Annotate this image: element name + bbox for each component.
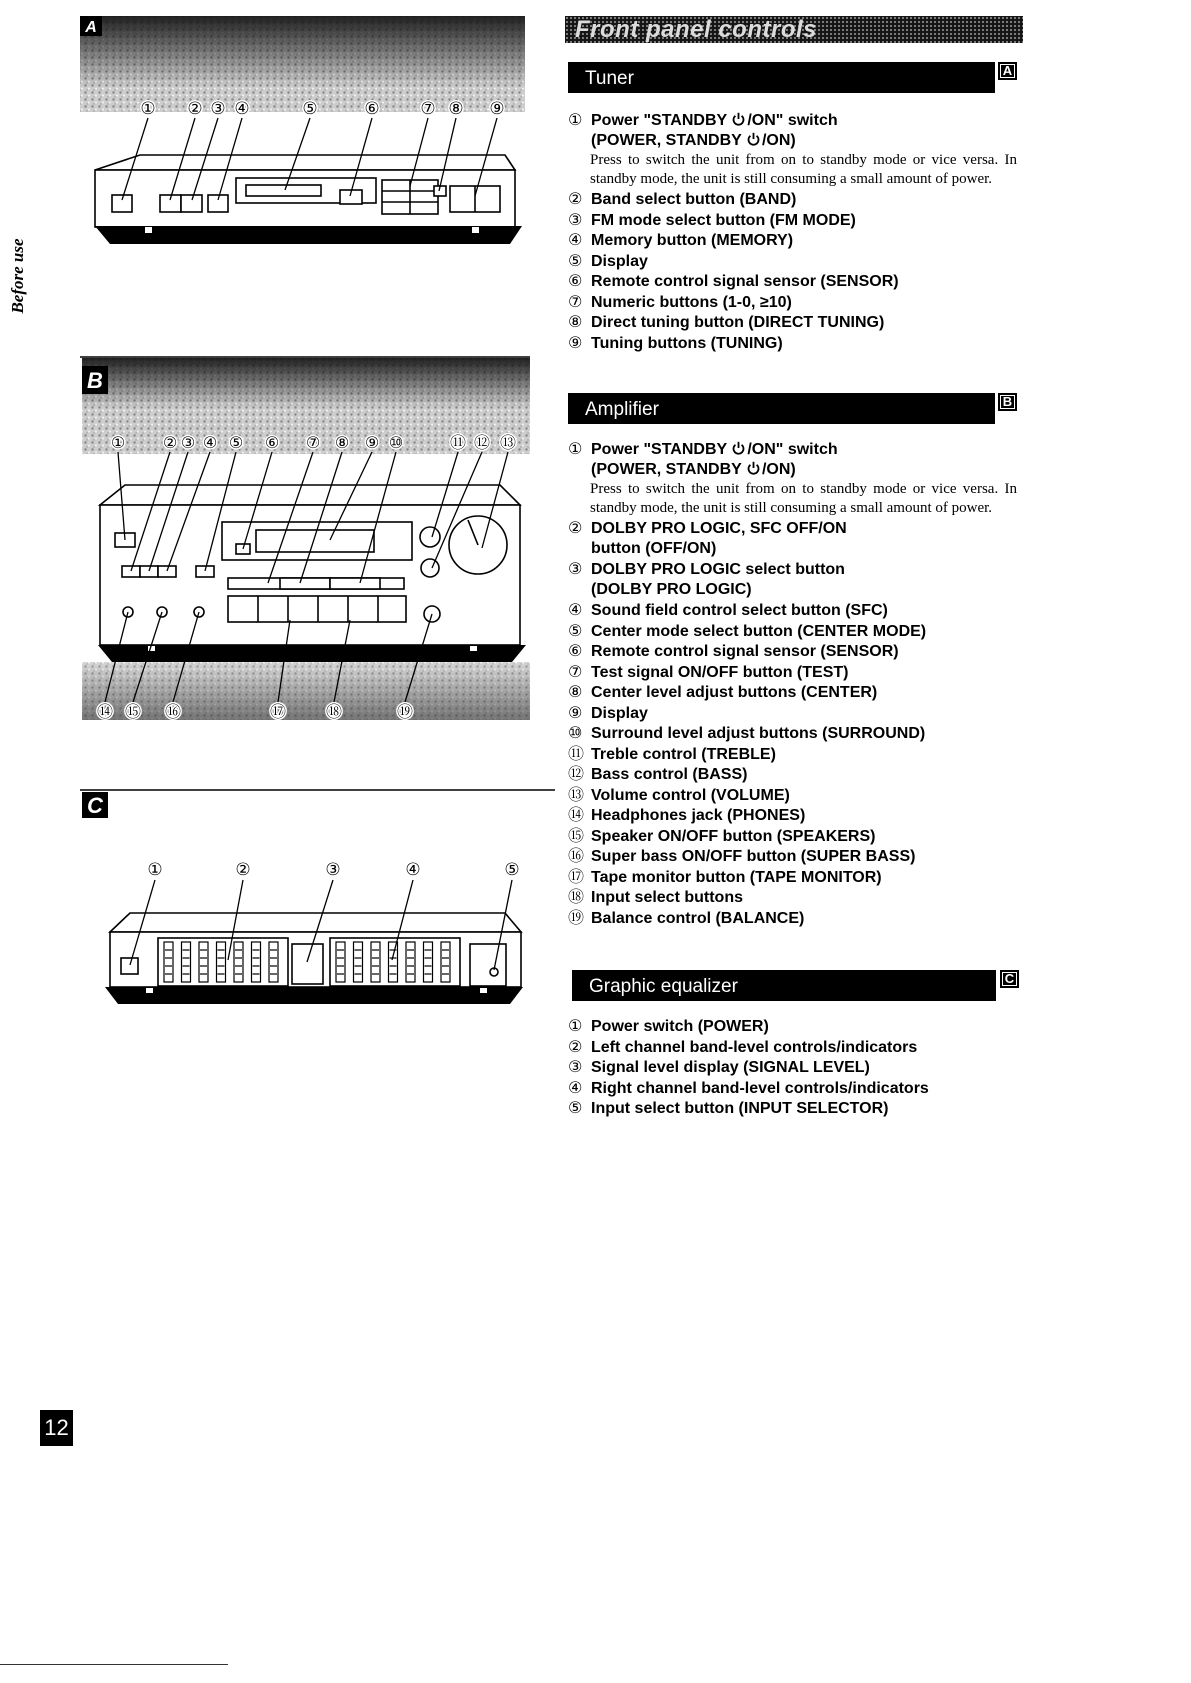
item-label-text: /ON" switch — [747, 441, 838, 458]
power-icon — [747, 132, 761, 146]
dolby-select-button — [140, 566, 158, 577]
list-item — [568, 518, 1020, 559]
eq-band-slider — [336, 942, 345, 982]
item-label: DOLBY PRO LOGIC select button — [591, 561, 845, 578]
callout-number: ⑱ — [325, 702, 343, 721]
list-item — [568, 1078, 1020, 1099]
eq-band-slider — [182, 942, 191, 982]
item-label: Power switch (POWER) — [591, 1018, 769, 1035]
item-label: Bass control (BASS) — [591, 766, 748, 783]
list-item — [568, 662, 1020, 683]
item-line — [568, 826, 1020, 847]
item-line — [568, 641, 1020, 662]
item-label: Remote control signal sensor (SENSOR) — [591, 273, 899, 290]
callout-number: ⑧ — [334, 433, 350, 452]
item-subline-text: /ON) — [761, 460, 796, 478]
tuner-controls-list — [568, 110, 1020, 353]
tuner-tag: A — [85, 19, 97, 36]
callout-number: ⑤ — [228, 433, 244, 452]
item-line — [568, 1078, 1020, 1099]
eq-band-slider — [252, 942, 261, 982]
list-item — [568, 292, 1020, 313]
callout-number: ④ — [405, 860, 421, 880]
side-tab: Before use — [8, 238, 27, 314]
list-item — [568, 1057, 1020, 1078]
page-title: Front panel controls — [565, 16, 1023, 43]
item-number: ① — [568, 439, 583, 458]
item-label: Signal level display (SIGNAL LEVEL) — [591, 1059, 870, 1076]
tuner-memory-button — [208, 195, 228, 212]
item-label: Center level adjust buttons (CENTER) — [591, 684, 878, 701]
list-item — [568, 559, 1020, 600]
callout-number: ⑨ — [364, 433, 380, 452]
amplifier-diagram — [80, 357, 530, 721]
item-number: ⑪ — [568, 743, 585, 763]
item-line — [568, 805, 1020, 826]
eq-band-slider — [217, 942, 226, 982]
section-heading-equalizer: Graphic equalizer — [572, 970, 996, 1001]
item-number: ③ — [568, 1057, 583, 1076]
item-label: Test signal ON/OFF button (TEST) — [591, 663, 849, 681]
list-item — [568, 723, 1020, 744]
callout-number: ① — [147, 860, 163, 880]
item-label: Speaker ON/OFF button (SPEAKERS) — [591, 827, 876, 845]
item-label: Volume control (VOLUME) — [591, 786, 790, 804]
list-item — [568, 846, 1020, 867]
item-number: ⑭ — [568, 805, 585, 824]
tuner-power-switch — [112, 195, 132, 212]
item-label-text: Power "STANDBY — [591, 112, 732, 129]
item-label: Surround level adjust buttons (SURROUND) — [591, 725, 926, 742]
eq-band-slider — [269, 942, 278, 982]
item-label — [591, 112, 838, 129]
item-label: Balance control (BALANCE) — [591, 909, 805, 927]
item-label: Super bass ON/OFF button (SUPER BASS) — [591, 848, 916, 865]
callout-number: ① — [110, 433, 126, 452]
item-number: ⑩ — [568, 723, 583, 742]
amplifier-top-face — [100, 485, 520, 505]
item-subline-text: (POWER, STANDBY — [591, 460, 746, 478]
amplifier-foot — [470, 646, 477, 651]
list-item — [568, 703, 1020, 724]
eq-band-slider — [406, 942, 415, 982]
item-number: ⑥ — [568, 641, 583, 660]
treble-knob — [420, 527, 440, 547]
equalizer-controls-list — [568, 1016, 1020, 1119]
list-item — [568, 312, 1020, 333]
item-number: ⑫ — [568, 764, 585, 783]
callout-number: ⑲ — [396, 702, 414, 721]
section-tag-equalizer: C — [1000, 970, 1019, 988]
item-number: ③ — [568, 209, 583, 229]
item-number: ④ — [568, 600, 583, 619]
section-heading-tuner: Tuner — [568, 62, 995, 93]
item-line — [568, 682, 1020, 703]
list-item — [568, 1016, 1020, 1037]
eq-band-slider — [199, 942, 208, 982]
tuner-diagram — [80, 16, 525, 244]
dolby-off-on-button — [122, 566, 140, 577]
item-subline — [568, 460, 1020, 481]
item-line — [568, 1037, 1020, 1058]
item-line — [568, 189, 1020, 210]
eq-band-slider — [389, 942, 398, 982]
item-line — [568, 621, 1020, 642]
item-number: ③ — [568, 559, 583, 578]
item-line — [568, 210, 1020, 231]
item-label: Display — [591, 704, 648, 722]
item-number: ② — [568, 1036, 583, 1056]
callout-number: ⑤ — [504, 860, 520, 880]
item-number: ⑤ — [568, 620, 583, 640]
list-item — [568, 908, 1020, 929]
item-label: Tuning buttons (TUNING) — [591, 334, 783, 352]
tuner-fm-mode-button — [181, 195, 202, 212]
item-label: Direct tuning button (DIRECT TUNING) — [591, 314, 885, 331]
item-number: ① — [568, 110, 583, 129]
power-icon — [747, 461, 761, 475]
item-line — [568, 251, 1020, 272]
item-line — [568, 846, 1020, 867]
item-line — [568, 1098, 1020, 1119]
equalizer-power-switch — [121, 958, 138, 974]
list-item — [568, 641, 1020, 662]
item-number: ⑮ — [568, 825, 585, 845]
tuner-base — [95, 226, 522, 244]
power-icon-glyph — [732, 441, 745, 455]
item-line — [568, 662, 1020, 683]
item-number: ⑧ — [568, 312, 583, 331]
item-label: Right channel band-level controls/indicators — [591, 1079, 929, 1097]
item-number: ⑰ — [568, 866, 585, 886]
item-line — [568, 744, 1020, 765]
item-label: Input select button (INPUT SELECTOR) — [591, 1100, 889, 1117]
item-number: ② — [568, 518, 583, 537]
list-item — [568, 251, 1020, 272]
item-line — [568, 785, 1020, 806]
item-label: Tape monitor button (TAPE MONITOR) — [591, 868, 882, 886]
item-description: Press to switch the unit from on to standby mode or vice versa. In standby mode, the unit is still consuming a small amount of power. — [590, 152, 1017, 187]
tuner-top-face — [95, 155, 515, 170]
bass-knob — [421, 559, 439, 577]
equalizer-diagram — [80, 790, 555, 1004]
item-line — [568, 887, 1020, 908]
item-number: ⑨ — [568, 332, 583, 352]
power-icon-glyph — [747, 132, 760, 146]
list-item — [568, 764, 1020, 785]
callout-number: ② — [235, 860, 251, 880]
callout-number: ④ — [202, 433, 218, 452]
power-icon — [732, 441, 746, 455]
eq-band-slider — [441, 942, 450, 982]
input-select-buttons — [228, 596, 406, 622]
callout-number: ⑥ — [264, 433, 280, 452]
eq-band-slider — [164, 942, 173, 982]
item-label: Display — [591, 252, 648, 270]
list-item — [568, 744, 1020, 765]
list-item — [568, 621, 1020, 642]
item-number: ⑯ — [568, 846, 585, 865]
callout-number: ⑤ — [302, 99, 318, 119]
item-line — [568, 764, 1020, 785]
eq-band-slider — [424, 942, 433, 982]
item-number: ② — [568, 189, 583, 208]
item-line — [568, 230, 1020, 251]
item-label — [591, 441, 838, 458]
item-label: Sound field control select button (SFC) — [591, 602, 888, 619]
item-continuation: button (OFF/ON) — [591, 539, 717, 557]
input-selector-button — [470, 944, 506, 986]
list-item — [568, 333, 1020, 354]
scan-shadow — [80, 16, 525, 88]
list-item — [568, 230, 1020, 251]
callout-number: ⑩ — [388, 433, 404, 452]
list-item — [568, 439, 1020, 518]
item-label: DOLBY PRO LOGIC, SFC OFF/ON — [591, 520, 847, 537]
callout-number: ③ — [325, 860, 341, 880]
scan-shadow — [82, 358, 530, 408]
item-subline — [568, 131, 1020, 152]
item-line — [568, 110, 1020, 131]
equalizer-foot — [480, 988, 487, 993]
item-label: Center mode select button (CENTER MODE) — [591, 622, 927, 640]
callout-number: ⑧ — [448, 99, 464, 119]
item-number: ⑤ — [568, 1098, 583, 1117]
power-icon-glyph — [732, 112, 745, 126]
item-number: ⑲ — [568, 907, 585, 927]
section-tag-amplifier: B — [998, 393, 1017, 411]
diagrams-panel — [0, 0, 560, 1010]
signal-level-display — [292, 944, 323, 984]
power-icon — [732, 112, 746, 126]
list-item — [568, 271, 1020, 292]
callout-number: ③ — [210, 99, 226, 119]
item-line — [568, 312, 1020, 333]
item-line — [568, 1057, 1020, 1078]
list-item — [568, 805, 1020, 826]
section-heading-amplifier: Amplifier — [568, 393, 995, 424]
item-number: ⑧ — [568, 682, 583, 701]
scan-shadow — [82, 662, 530, 720]
item-line — [568, 559, 1020, 580]
item-label: Remote control signal sensor (SENSOR) — [591, 643, 899, 660]
eq-band-slider — [354, 942, 363, 982]
eq-band-slider — [234, 942, 243, 982]
callout-number: ⑫ — [473, 433, 491, 452]
item-line — [568, 723, 1020, 744]
item-label: Treble control (TREBLE) — [591, 745, 776, 763]
list-item — [568, 785, 1020, 806]
item-subline-text: (POWER, STANDBY — [591, 131, 746, 149]
item-line — [568, 908, 1020, 929]
amplifier-controls-list — [568, 439, 1020, 928]
tuner-foot — [472, 227, 479, 233]
callout-number: ⑮ — [124, 702, 142, 721]
item-label: FM mode select button (FM MODE) — [591, 211, 856, 229]
item-number: ⑦ — [568, 291, 583, 311]
callout-number: ⑪ — [449, 433, 467, 452]
page-number: 12 — [40, 1410, 73, 1446]
item-label: Headphones jack (PHONES) — [591, 807, 806, 824]
amplifier-tag: B — [87, 368, 103, 393]
item-subline-text: /ON) — [761, 131, 796, 149]
callout-number: ⑨ — [489, 99, 505, 119]
callout-number: ⑯ — [164, 702, 182, 721]
bottom-rule — [0, 1664, 228, 1665]
item-line — [568, 600, 1020, 621]
item-line — [568, 867, 1020, 888]
equalizer-callouts — [147, 860, 519, 880]
callout-number: ⑭ — [96, 702, 114, 721]
callout-number: ① — [140, 99, 156, 119]
list-item — [568, 600, 1020, 621]
tuner-foot — [145, 227, 152, 233]
item-line — [568, 1016, 1020, 1037]
item-number: ⑬ — [568, 784, 585, 804]
item-label: Input select buttons — [591, 889, 743, 906]
power-icon-glyph — [747, 461, 760, 475]
item-description: Press to switch the unit from on to standby mode or vice versa. In standby mode, the unit is still consuming a small amount of power. — [590, 481, 1017, 516]
surround-level-buttons — [330, 578, 380, 589]
callout-number: ③ — [180, 433, 196, 452]
item-label: Memory button (MEMORY) — [591, 232, 794, 249]
section-tag-tuner: A — [998, 62, 1017, 80]
callout-number: ② — [187, 99, 203, 119]
item-line — [568, 292, 1020, 313]
callout-number: ⑬ — [499, 433, 517, 452]
callout-number: ⑥ — [364, 99, 380, 119]
item-number: ⑥ — [568, 271, 583, 290]
item-label: Numeric buttons (1-0, ≥10) — [591, 293, 792, 311]
callout-number: ② — [162, 433, 178, 452]
center-mode-button — [196, 566, 214, 577]
callout-number: ④ — [234, 99, 250, 119]
eq-band-slider — [371, 942, 380, 982]
list-item — [568, 887, 1020, 908]
item-label: Left channel band-level controls/indicators — [591, 1038, 918, 1056]
equalizer-tag: C — [87, 793, 103, 818]
tuner-display-window — [246, 185, 321, 196]
item-number: ⑨ — [568, 702, 583, 722]
item-label: Band select button (BAND) — [591, 191, 797, 208]
list-item — [568, 826, 1020, 847]
center-level-buttons — [280, 578, 330, 589]
callout-number: ⑦ — [420, 99, 436, 119]
item-line — [568, 271, 1020, 292]
item-number: ⑤ — [568, 250, 583, 270]
item-number: ④ — [568, 1077, 583, 1097]
item-number: ④ — [568, 230, 583, 249]
item-label-text: Power "STANDBY — [591, 441, 732, 458]
item-number: ⑱ — [568, 887, 585, 906]
callout-number: ⑦ — [305, 433, 321, 452]
tuner-unit — [95, 155, 515, 227]
equalizer-top-face — [110, 913, 521, 932]
list-item — [568, 1037, 1020, 1058]
item-line — [568, 333, 1020, 354]
amplifier-base — [98, 645, 526, 662]
item-line — [568, 439, 1020, 460]
item-number: ⑦ — [568, 661, 583, 681]
callout-number: ⑰ — [269, 702, 287, 721]
item-line — [568, 703, 1020, 724]
list-item — [568, 210, 1020, 231]
item-continuation: (DOLBY PRO LOGIC) — [591, 580, 752, 598]
list-item — [568, 867, 1020, 888]
item-line — [568, 518, 1020, 539]
list-item — [568, 682, 1020, 703]
sfc-button — [158, 566, 176, 577]
equalizer-foot — [146, 988, 153, 993]
list-item — [568, 189, 1020, 210]
list-item — [568, 1098, 1020, 1119]
item-label-text: /ON" switch — [747, 112, 838, 129]
list-item — [568, 110, 1020, 189]
item-number: ① — [568, 1016, 583, 1035]
amplifier-display-window — [256, 530, 374, 552]
equalizer-base — [105, 987, 523, 1004]
